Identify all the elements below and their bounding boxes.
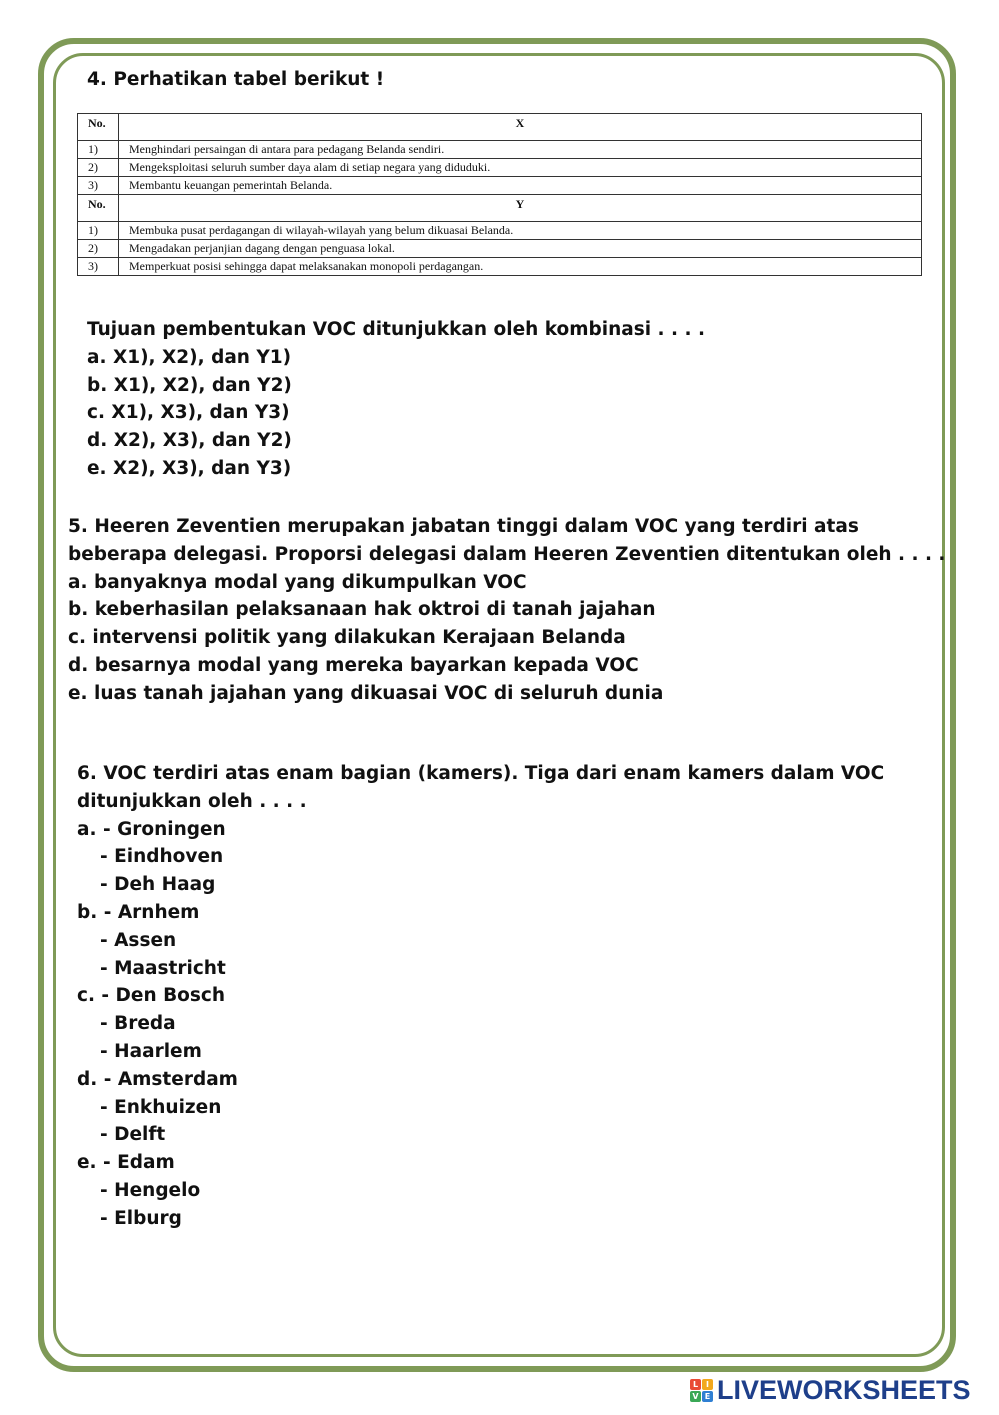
option-d-item: - Enkhuizen: [100, 1096, 222, 1118]
option-c-item: - Haarlem: [100, 1040, 202, 1062]
row-number: 2): [78, 240, 119, 258]
option-a-item: - Deh Haag: [100, 874, 216, 896]
logo-tile-v: V: [690, 1391, 701, 1402]
row-number: 3): [78, 177, 119, 195]
table-row: [78, 177, 922, 195]
table-row: [78, 258, 922, 276]
row-text: Menghindari persaingan di antara para pedagang Belanda sendiri.: [119, 141, 922, 159]
option-d-item: - Delft: [100, 1124, 166, 1146]
option-a-item: - Eindhoven: [100, 846, 224, 868]
option-a: a. X1), X2), dan Y1): [87, 346, 292, 368]
row-text: Mengeksploitasi seluruh sumber daya alam di setiap negara yang diduduki.: [119, 159, 922, 177]
row-number: 1): [78, 222, 119, 240]
row-text: Mengadakan perjanjian dagang dengan penguasa lokal.: [119, 240, 922, 258]
table-row: [78, 141, 922, 159]
table-header-y: [78, 195, 922, 222]
option-a: a. banyaknya modal yang dikumpulkan VOC: [68, 571, 527, 593]
option-b: b. - Arnhem: [77, 901, 200, 923]
question-5-line-2: beberapa delegasi. Proporsi delegasi dalam Heeren Zeventien ditentukan oleh . . . .: [68, 543, 946, 565]
no-header: No.: [78, 114, 119, 141]
option-e: e. luas tanah jajahan yang dikuasai VOC di seluruh dunia: [68, 682, 664, 704]
option-e-item: - Elburg: [100, 1207, 182, 1229]
option-d: d. X2), X3), dan Y2): [87, 430, 292, 452]
option-c: c. - Den Bosch: [77, 985, 226, 1007]
question-4-title: 4. Perhatikan tabel berikut !: [87, 69, 385, 90]
no-header: No.: [78, 195, 119, 222]
question-5-line-1: 5. Heeren Zeventien merupakan jabatan tinggi dalam VOC yang terdiri atas: [68, 516, 859, 537]
option-e: e. - Edam: [77, 1152, 175, 1174]
option-b-item: - Assen: [100, 929, 177, 951]
logo-text: LIVEWORKSHEETS: [717, 1374, 971, 1405]
option-e-item: - Hengelo: [100, 1179, 201, 1201]
logo-tile-i: I: [702, 1379, 713, 1390]
liveworksheets-logo-icon: [690, 1379, 713, 1402]
option-e: e. X2), X3), dan Y3): [87, 457, 292, 479]
option-d: d. besarnya modal yang mereka bayarkan kepada VOC: [68, 654, 639, 676]
table-row: [78, 159, 922, 177]
option-c: c. intervensi politik yang dilakukan Kerajaan Belanda: [68, 627, 626, 649]
option-b-item: - Maastricht: [100, 957, 226, 979]
question-6-line-2: ditunjukkan oleh . . . .: [77, 790, 307, 812]
option-a: a. - Groningen: [77, 818, 226, 840]
question-5: [68, 513, 945, 708]
question-4-body: [87, 316, 705, 483]
liveworksheets-logo: [690, 1372, 971, 1408]
question-6: [77, 760, 884, 1233]
row-text: Membantu keuangan pemerintah Belanda.: [119, 177, 922, 195]
xy-table: [77, 113, 922, 276]
table-header-x: [78, 114, 922, 141]
option-d: d. - Amsterdam: [77, 1068, 238, 1090]
row-number: 2): [78, 159, 119, 177]
logo-tile-l: L: [690, 1379, 701, 1390]
option-b: b. X1), X2), dan Y2): [87, 374, 292, 396]
row-text: Memperkuat posisi sehingga dapat melaksanakan monopoli perdagangan.: [119, 258, 922, 276]
row-number: 3): [78, 258, 119, 276]
y-header: Y: [119, 195, 922, 222]
question-4-text: Tujuan pembentukan VOC ditunjukkan oleh kombinasi . . . .: [87, 319, 705, 340]
table-row: [78, 240, 922, 258]
option-b: b. keberhasilan pelaksanaan hak oktroi di tanah jajahan: [68, 599, 656, 621]
row-text: Membuka pusat perdagangan di wilayah-wilayah yang belum dikuasai Belanda.: [119, 222, 922, 240]
row-number: 1): [78, 141, 119, 159]
table-row: [78, 222, 922, 240]
question-6-line-1: 6. VOC terdiri atas enam bagian (kamers). Tiga dari enam kamers dalam VOC: [77, 763, 885, 784]
option-c-item: - Breda: [100, 1013, 176, 1035]
question-4-heading: [87, 66, 384, 94]
logo-tile-e: E: [702, 1391, 713, 1402]
x-header: X: [119, 114, 922, 141]
option-c: c. X1), X3), dan Y3): [87, 402, 290, 424]
